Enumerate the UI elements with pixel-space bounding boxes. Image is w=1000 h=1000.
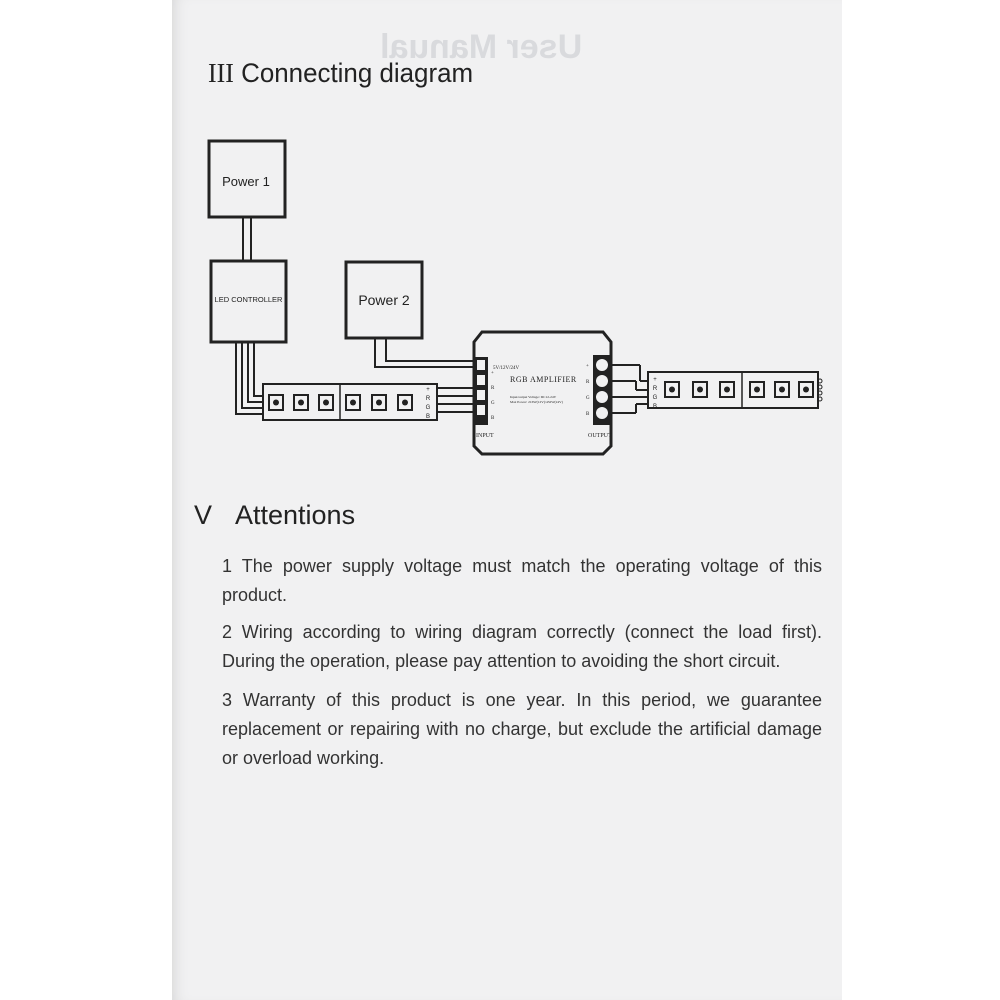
controller-wire-4	[254, 342, 263, 396]
controller-wire-2	[242, 342, 263, 408]
output-label: OUTPUT	[588, 433, 612, 439]
section-number: III	[208, 58, 234, 88]
power2-wire-1	[375, 338, 474, 367]
output-pin-label: B	[586, 412, 590, 417]
amplifier-spec-1: Input/output Voltage: DC12-24V	[510, 395, 557, 399]
input-pin-label: G	[491, 401, 495, 406]
section-number: V	[194, 500, 213, 530]
strip2-leds	[665, 382, 813, 397]
amplifier-title: RGB AMPLIFIER	[510, 375, 577, 384]
attention-item-3: 3 Warranty of this product is one year. In this period, we guarantee replacement or repairing with no charge, but exclude the artificial damage or overload working.	[222, 690, 822, 768]
attention-item-2: 2 Wiring according to wiring diagram correctly (connect the load first). During the operation, please pay attention to avoiding the short circuit.	[222, 622, 822, 671]
controller-wire-1	[236, 342, 263, 414]
strip1-pin-label: G	[425, 405, 431, 411]
led-strip-1	[263, 384, 437, 420]
section-title: Connecting diagram	[241, 58, 474, 88]
strip1-pin-label: B	[425, 414, 431, 420]
input-pin-label: +	[491, 371, 494, 376]
strip2-pin-label: G	[652, 395, 658, 401]
input-pin-label: B	[491, 416, 495, 421]
strip1-pins	[426, 387, 431, 420]
section-title: Attentions	[235, 500, 356, 530]
strip2-pins	[653, 377, 658, 410]
strip2-pin-label: B	[652, 404, 658, 410]
section-heading-attentions	[194, 500, 355, 531]
attention-item-1: 1 The power supply voltage must match the operating voltage of this product.	[222, 556, 822, 605]
show-through-title: User Manual	[380, 28, 583, 66]
strip1-pin-label: +	[426, 387, 430, 393]
controller-wire-3	[248, 342, 263, 402]
output-pin-label: +	[586, 364, 589, 369]
rgb-amplifier	[474, 332, 612, 454]
input-label: INPUT	[476, 433, 494, 439]
strip1-pin-label: R	[425, 396, 431, 402]
power2-label: Power 2	[358, 292, 410, 308]
amplifier-spec-2: Max Power: 216W(12V)/432W(24V)	[510, 400, 563, 404]
amplifier-voltage: 5V/12V/24V	[493, 366, 520, 371]
power2-wire-2	[386, 338, 474, 361]
strip2-pin-label: +	[653, 377, 657, 383]
input-pin-label: R	[491, 386, 495, 391]
power1-label: Power 1	[222, 174, 270, 189]
strip2-pin-label: R	[652, 386, 658, 392]
output-pin-label: G	[586, 396, 590, 401]
led-controller-label: LED CONTROLLER	[214, 295, 283, 304]
output-pin-label: R	[586, 380, 590, 385]
